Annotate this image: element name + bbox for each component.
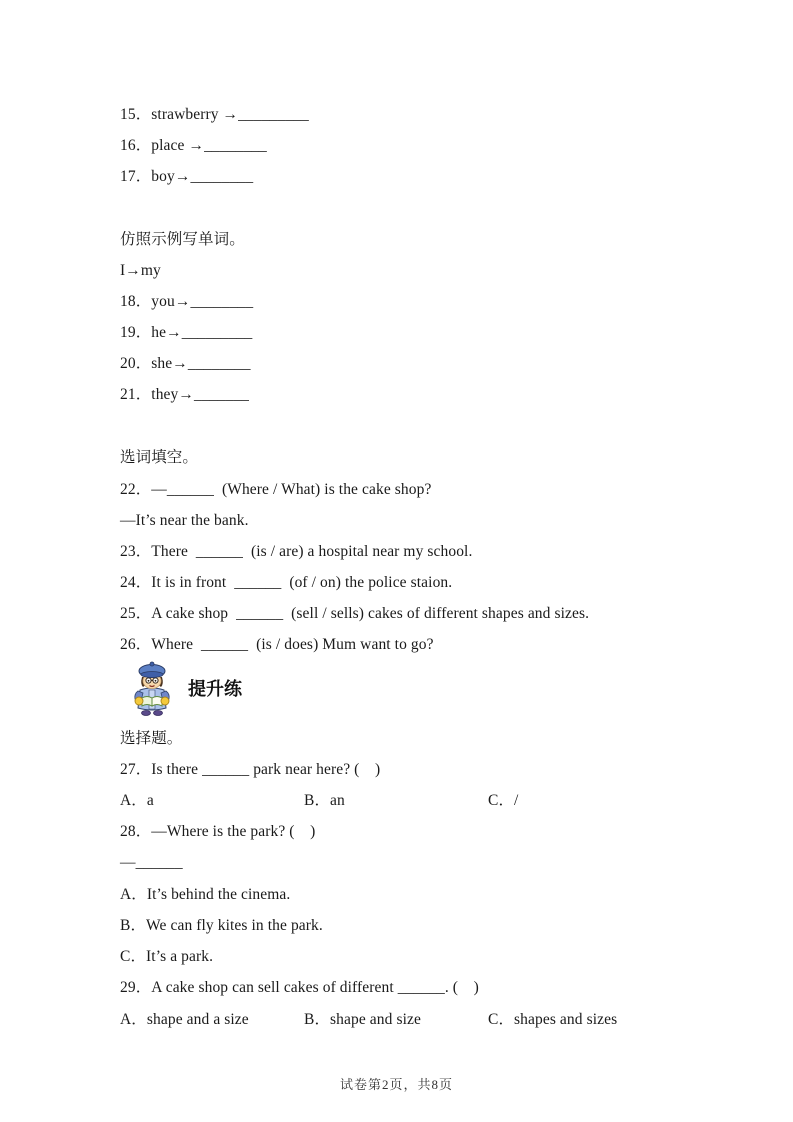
- question-line-24: 24．It is in front ______ (of / on) the police staion.: [120, 574, 453, 591]
- option-27-c: C．/: [488, 792, 519, 809]
- question-line-28-reply: —______: [120, 854, 183, 871]
- page-footer: 试卷第2页，共8页: [339, 1077, 453, 1092]
- option-29-c: C．shapes and sizes: [488, 1011, 618, 1028]
- question-line-25: 25．A cake shop ______ (sell / sells) cakes of different shapes and sizes.: [120, 605, 590, 622]
- option-29-b: B．shape and size: [304, 1011, 421, 1028]
- section-banner-upgrade-practice: [126, 660, 242, 716]
- section-instruction-word-choice: 选词填空。: [120, 449, 199, 466]
- option-28-b: B．We can fly kites in the park.: [120, 917, 323, 934]
- question-line-20: 20．she→________: [120, 355, 251, 372]
- options-row-27: [120, 790, 733, 812]
- question-line-29: 29．A cake shop can sell cakes of different ______. ( ): [120, 979, 479, 996]
- question-line-22-reply: —It’s near the bank.: [120, 512, 249, 529]
- question-line-22: 22．—______ (Where / What) is the cake shop?: [120, 481, 432, 498]
- section-instruction-multiple-choice: 选择题。: [120, 730, 183, 747]
- question-line-17: 17．boy→________: [120, 168, 254, 185]
- option-27-b: B．an: [304, 792, 345, 809]
- option-29-a: A．shape and a size: [120, 1011, 249, 1028]
- section-banner-label: 提升练: [188, 679, 242, 699]
- section-instruction-example-words: 仿照示例写单词。: [120, 231, 245, 248]
- question-line-16: 16．place →________: [120, 137, 267, 154]
- example-line: I→my: [120, 262, 161, 279]
- student-reading-icon: [126, 660, 178, 716]
- question-line-19: 19．he→_________: [120, 324, 253, 341]
- question-line-26: 26．Where ______ (is / does) Mum want to go?: [120, 636, 434, 653]
- options-row-29: [120, 1009, 733, 1031]
- option-28-c: C．It’s a park.: [120, 948, 214, 965]
- question-line-15: 15．strawberry →_________: [120, 106, 309, 123]
- option-27-a: A．a: [120, 792, 154, 809]
- question-line-27: 27．Is there ______ park near here? ( ): [120, 761, 381, 778]
- option-28-a: A．It’s behind the cinema.: [120, 886, 291, 903]
- question-line-28: 28．—Where is the park? ( ): [120, 823, 316, 840]
- question-line-18: 18．you→________: [120, 293, 254, 310]
- question-line-23: 23．There ______ (is / are) a hospital near my school.: [120, 543, 473, 560]
- question-line-21: 21．they→_______: [120, 386, 249, 403]
